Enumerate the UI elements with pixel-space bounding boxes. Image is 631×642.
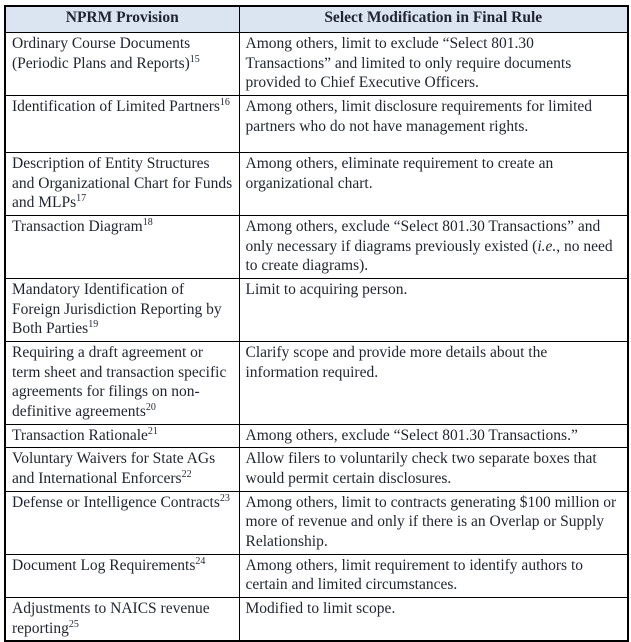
footnote-ref: 23 [219,492,230,504]
modification-text: Among others, eliminate requirement to create an organizational chart. [245,155,554,192]
footnote-ref: 20 [145,401,156,413]
table-body [5,33,628,642]
provision-cell [5,491,239,554]
footnote-ref: 19 [88,319,99,331]
provision-text: Description of Entity Structures and Organizational Chart for Funds and MLPs [12,155,233,212]
modification-text: Among others, limit to exclude “Select 801.30 Transactions” and limited to only require documents provided to Chief Executive Officers. [245,35,572,92]
column-header-nprm-provision: NPRM Provision [5,6,239,33]
provision-cell [5,279,239,342]
provision-cell [5,153,239,216]
provision-text: Voluntary Waivers for State AGs and International Enforcers [12,450,216,488]
modification-cell [239,33,628,96]
provision-text: Transaction Diagram [12,218,143,236]
provision-cell [5,33,239,96]
column-header-select-modification: Select Modification in Final Rule [239,6,628,33]
table-header-row [5,6,628,33]
footnote-ref: 22 [181,468,192,480]
modification-cell [239,598,628,642]
modification-text: Modified to limit scope. [245,600,396,618]
provision-cell [5,448,239,491]
modification-text: i.e. [537,237,557,255]
table-row [5,342,628,425]
provision-text: Defense or Intelligence Contracts [12,493,220,511]
nprm-modifications-table [4,5,629,642]
footnote-ref: 17 [76,193,87,205]
modification-cell [239,153,628,216]
footnote-ref: 25 [68,618,79,630]
table-row [5,96,628,153]
provision-text: Transaction Rationale [12,426,148,444]
modification-text: Among others, exclude “Select 801.30 Transactions” and only necessary if diagrams previously existed ( [245,218,601,255]
footnote-ref: 15 [189,53,200,65]
provision-cell [5,424,239,448]
footnote-ref: 16 [219,96,230,108]
provision-cell [5,216,239,279]
modification-text: Limit to acquiring person. [245,281,408,299]
provision-text: Mandatory Identification of Foreign Jurisdiction Reporting by Both Parties [12,281,222,338]
provision-cell [5,598,239,642]
modification-cell [239,279,628,342]
modification-text: Among others, limit requirement to identify authors to certain and limited circumstances. [245,556,583,594]
table-row [5,598,628,642]
table-row [5,424,628,448]
table-row [5,153,628,216]
table-row [5,33,628,96]
modification-text: , no need to create diagrams). [245,237,613,275]
provision-cell [5,342,239,425]
provision-cell [5,96,239,153]
modification-cell [239,424,628,448]
provision-text: Ordinary Course Documents (Periodic Plans and Reports) [12,35,191,72]
provision-text: Requiring a draft agreement or term sheet and transaction specific agreements for filings on non-definitive agreements [12,344,227,421]
modification-cell [239,491,628,554]
table-row [5,491,628,554]
footnote-ref: 18 [142,216,153,228]
modification-cell [239,448,628,491]
modification-cell [239,554,628,597]
provision-text: Adjustments to NAICS revenue reporting [12,600,210,637]
footnote-ref: 24 [195,555,206,567]
provision-cell [5,554,239,597]
table-row [5,279,628,342]
modification-cell [239,96,628,153]
provision-text: Identification of Limited Partners [12,98,220,116]
table-row [5,554,628,597]
table-row [5,448,628,491]
modification-text: Clarify scope and provide more details about the information required. [245,344,548,381]
modification-text: Among others, exclude “Select 801.30 Transactions.” [245,426,578,444]
table-row [5,216,628,279]
modification-text: Allow filers to voluntarily check two separate boxes that would permit certain disclosures. [245,450,597,488]
footnote-ref: 21 [147,425,158,437]
modification-cell [239,342,628,425]
modification-text: Among others, limit disclosure requirements for limited partners who do not have management rights. [245,98,593,135]
provision-text: Document Log Requirements [12,556,196,574]
modification-text: Among others, limit to contracts generating $100 million or more of revenue and only if there is an Overlap or Supply Relationship. [245,493,617,551]
modification-cell [239,216,628,279]
